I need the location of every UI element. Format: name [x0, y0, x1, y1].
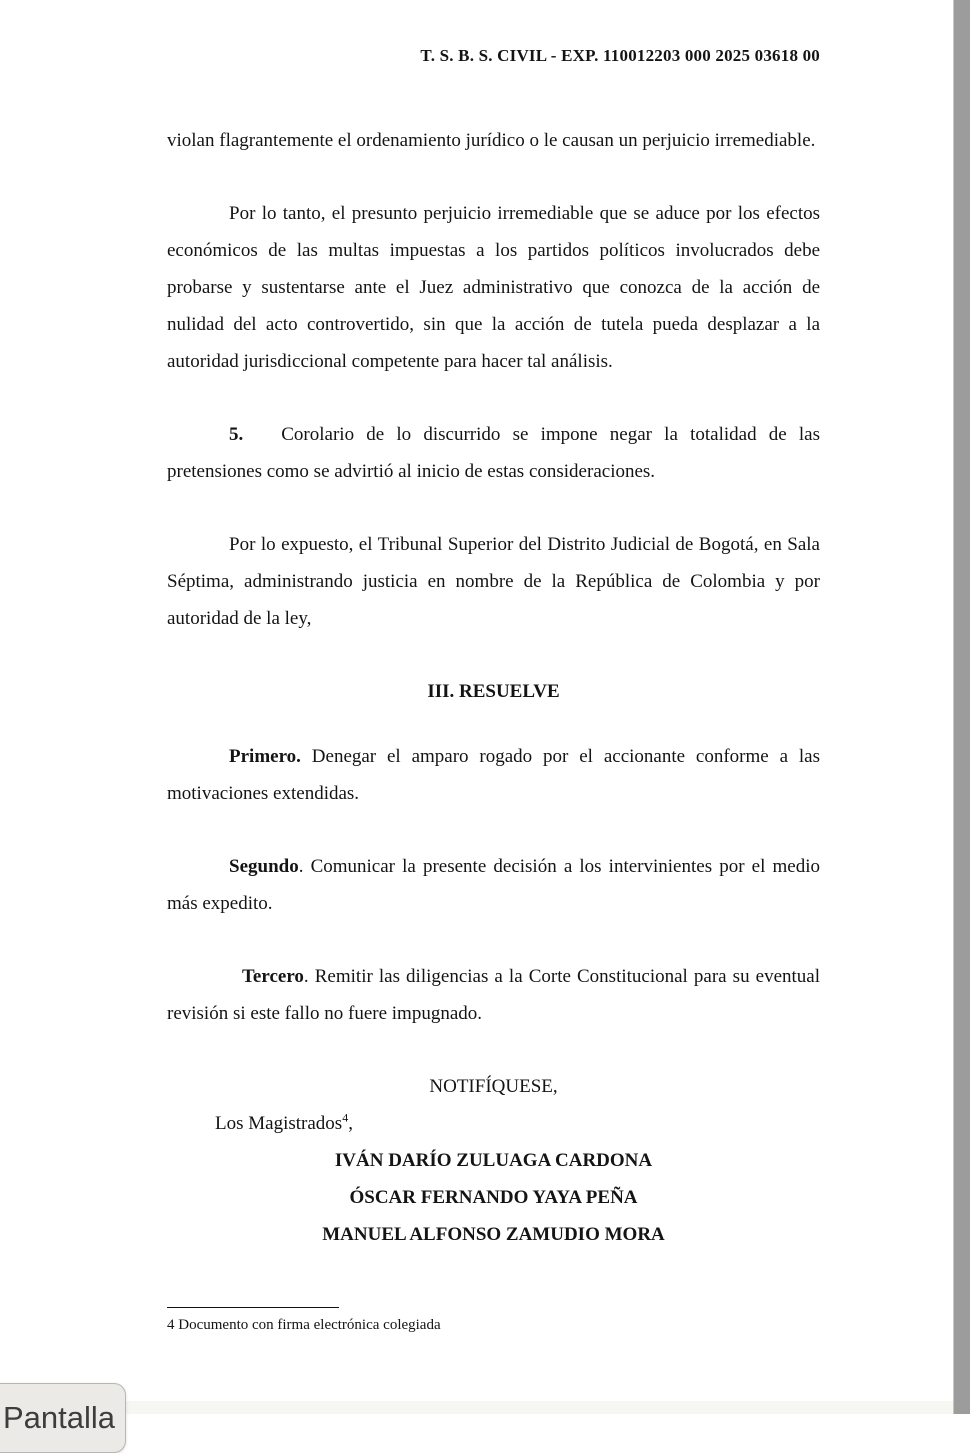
notifiquese-line: NOTIFÍQUESE,: [429, 1076, 558, 1097]
footnote-text: 4 Documento con firma electrónica colegiada: [167, 1317, 441, 1333]
body-paragraph: violan flagrantemente el ordenamiento jurídico o le causan un perjuicio irremediable.: [167, 130, 816, 151]
ruling-tercero: [167, 958, 820, 1032]
case-header: T. S. B. S. CIVIL - EXP. 110012203 000 2025 03618 00: [420, 46, 820, 65]
paragraph-number: 5.: [229, 424, 244, 445]
body-paragraph-numbered: [167, 416, 820, 490]
signature-block: [167, 1068, 820, 1253]
resuelve-heading: III. RESUELVE: [427, 681, 560, 702]
footnote-separator: [167, 1307, 339, 1308]
ruling-text: . Remitir las diligencias a la Corte Constitucional para su eventual revisión si este fallo no fuere impugnado.: [167, 966, 820, 1024]
paragraph-text: Corolario de lo discurrido se impone negar la totalidad de las pretensiones como se advirtió al inicio de estas consideraciones.: [167, 424, 820, 482]
magistrados-label: Los Magistrados: [215, 1113, 343, 1134]
ruling-text: . Comunicar la presente decisión a los intervinientes por el medio más expedito.: [167, 856, 820, 914]
screen-share-button[interactable]: [0, 1383, 126, 1453]
footnote-reference: 4: [342, 1110, 349, 1125]
ruling-segundo: [167, 848, 820, 922]
ruling-text: Denegar el amparo rogado por el accionante conforme a las motivaciones extendidas.: [167, 746, 820, 804]
judge-name: ÓSCAR FERNANDO YAYA PEÑA: [349, 1187, 638, 1208]
ruling-label: Tercero: [242, 966, 304, 987]
screen-share-button-label: Pantalla: [3, 1400, 116, 1435]
magistrados-line: [167, 1105, 820, 1142]
judge-name: IVÁN DARÍO ZULUAGA CARDONA: [334, 1150, 653, 1171]
vertical-scrollbar[interactable]: [953, 0, 970, 1414]
judge-name: MANUEL ALFONSO ZAMUDIO MORA: [322, 1224, 665, 1245]
ruling-primero: [167, 738, 820, 812]
page-bottom-edge: [0, 1401, 954, 1414]
body-paragraph: Por lo expuesto, el Tribunal Superior del Distrito Judicial de Bogotá, en Sala Séptima, administrando justicia en nombre de la República de Colombia y por autoridad de la ley,: [167, 534, 820, 629]
ruling-label: Segundo: [229, 856, 299, 877]
ruling-label: Primero.: [229, 746, 301, 767]
body-paragraph: Por lo tanto, el presunto perjuicio irremediable que se aduce por los efectos económicos de las multas impuestas a los partidos políticos involucrados debe probarse y sustentarse ante el Juez administrativo que conozca de la acción de nulidad del acto controvertido, sin que la acción de tutela pueda desplazar a la autoridad jurisdiccional competente para hacer tal análisis.: [167, 203, 820, 372]
magistrados-comma: ,: [348, 1113, 353, 1134]
